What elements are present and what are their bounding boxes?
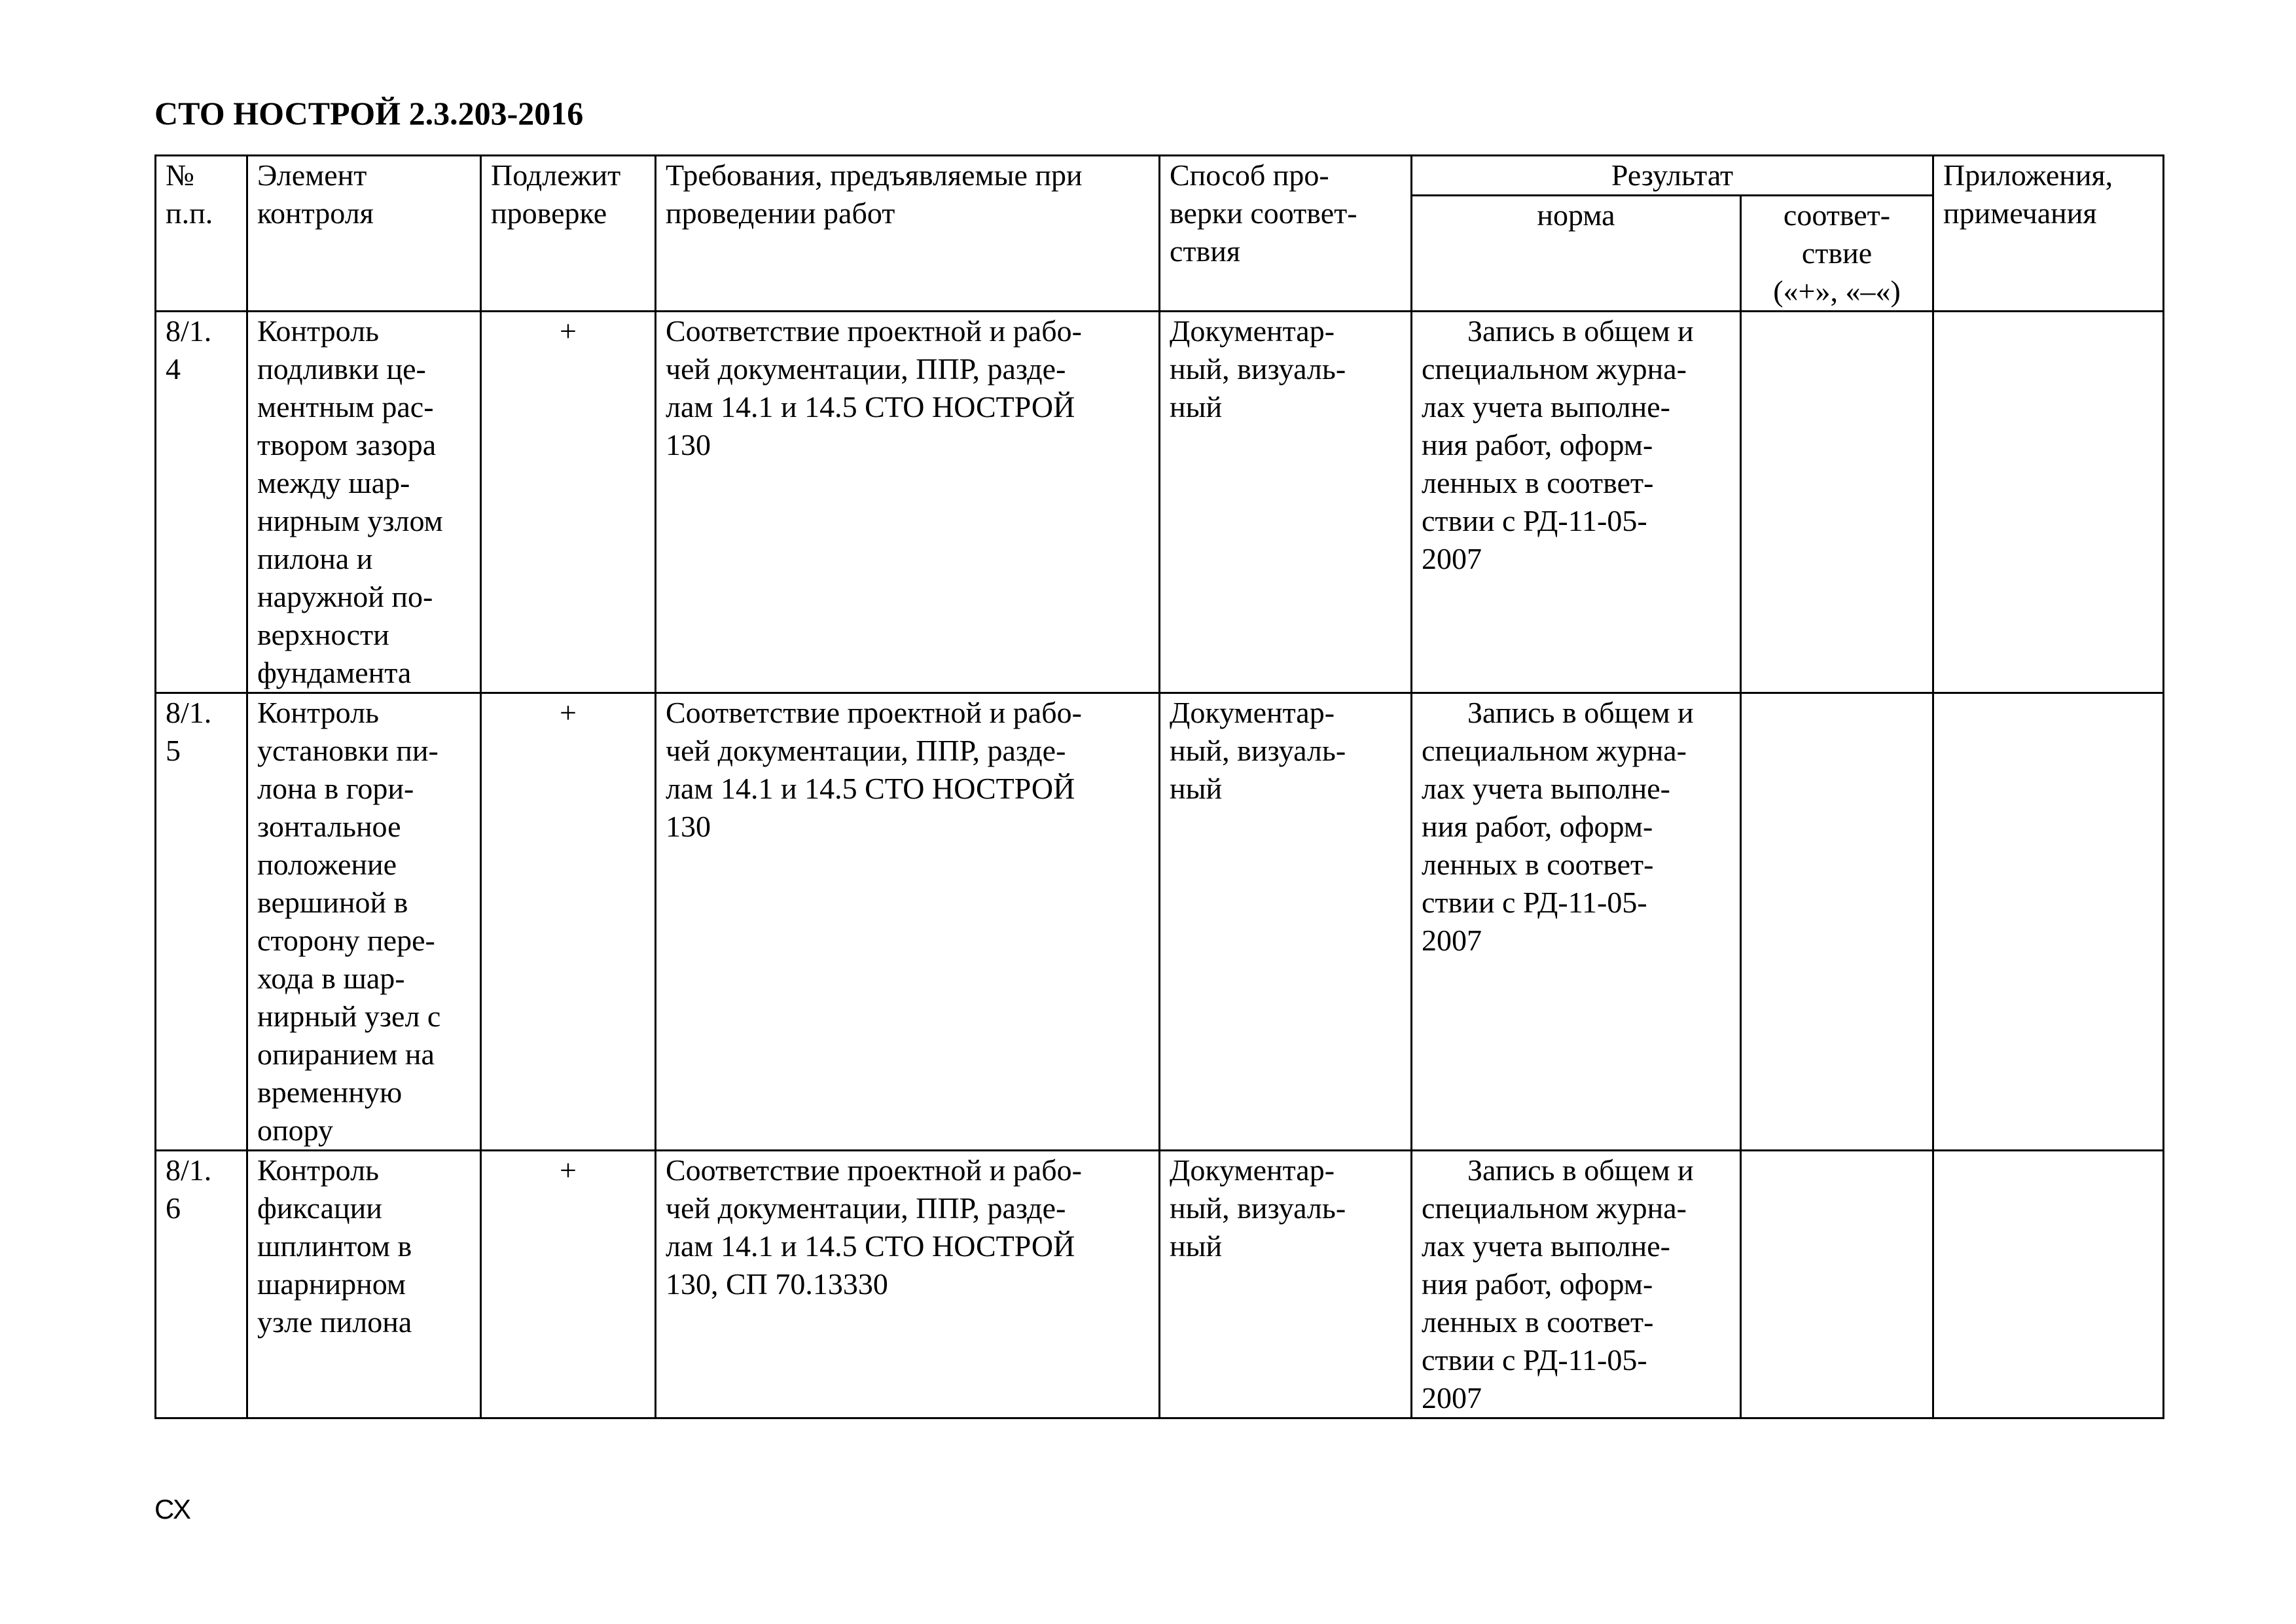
- control-table: [154, 154, 2164, 1419]
- row-conformity: [1741, 1151, 1933, 1418]
- row-element: Контроль фиксации шплинтом в шарнирном узле пилона: [247, 1151, 481, 1418]
- row-element: Контроль подливки це- ментным рас- твором зазора между шар- нирным узлом пилона и наружной по- верхности фундамента: [247, 312, 481, 693]
- row-conformity: [1741, 693, 1933, 1151]
- header-norm: норма: [1412, 196, 1741, 312]
- row-check: +: [481, 693, 656, 1151]
- header-notes: Приложения, примечания: [1933, 156, 2164, 312]
- page-mark: СХ: [154, 1494, 191, 1525]
- header-element: Элемент контроля: [247, 156, 481, 312]
- row-notes: [1933, 693, 2164, 1151]
- header-requirements: Требования, предъявляемые при проведении работ: [656, 156, 1160, 312]
- row-requirements: Соответствие проектной и рабо- чей документации, ППР, разде- лам 14.1 и 14.5 СТО НОСТРОЙ 130: [656, 312, 1160, 693]
- row-check: +: [481, 1151, 656, 1418]
- table-row: [156, 1151, 2164, 1418]
- row-num: 8/1. 4: [156, 312, 247, 693]
- table-row: [156, 312, 2164, 693]
- row-conformity: [1741, 312, 1933, 693]
- row-notes: [1933, 1151, 2164, 1418]
- row-norm: Запись в общем и специальном журна- лах учета выполне- ния работ, оформ- ленных в соответ- ствии с РД-11-05- 2007: [1412, 1151, 1741, 1418]
- row-element: Контроль установки пи- лона в гори- зонтальное положение вершиной в сторону пере- хода в шар- нирный узел с опиранием на временную опору: [247, 693, 481, 1151]
- row-method: Документар- ный, визуаль- ный: [1160, 693, 1412, 1151]
- header-conformity: соответ- ствие («+», «–«): [1741, 196, 1933, 312]
- row-requirements: Соответствие проектной и рабо- чей документации, ППР, разде- лам 14.1 и 14.5 СТО НОСТРОЙ 130, СП 70.13330: [656, 1151, 1160, 1418]
- header-method: Способ про- верки соответ- ствия: [1160, 156, 1412, 312]
- row-method: Документар- ный, визуаль- ный: [1160, 1151, 1412, 1418]
- row-requirements: Соответствие проектной и рабо- чей документации, ППР, разде- лам 14.1 и 14.5 СТО НОСТРОЙ 130: [656, 693, 1160, 1151]
- table-row: [156, 693, 2164, 1151]
- header-check: Подлежит проверке: [481, 156, 656, 312]
- row-norm: Запись в общем и специальном журна- лах учета выполне- ния работ, оформ- ленных в соответ- ствии с РД-11-05- 2007: [1412, 312, 1741, 693]
- row-method: Документар- ный, визуаль- ный: [1160, 312, 1412, 693]
- row-check: +: [481, 312, 656, 693]
- row-num: 8/1. 5: [156, 693, 247, 1151]
- document-title: СТО НОСТРОЙ 2.3.203-2016: [154, 95, 584, 132]
- row-notes: [1933, 312, 2164, 693]
- header-result: Результат: [1412, 156, 1933, 196]
- row-norm: Запись в общем и специальном журна- лах учета выполне- ния работ, оформ- ленных в соответ- ствии с РД-11-05- 2007: [1412, 693, 1741, 1151]
- header-row-top: [156, 156, 2164, 196]
- row-num: 8/1. 6: [156, 1151, 247, 1418]
- header-num: № п.п.: [156, 156, 247, 312]
